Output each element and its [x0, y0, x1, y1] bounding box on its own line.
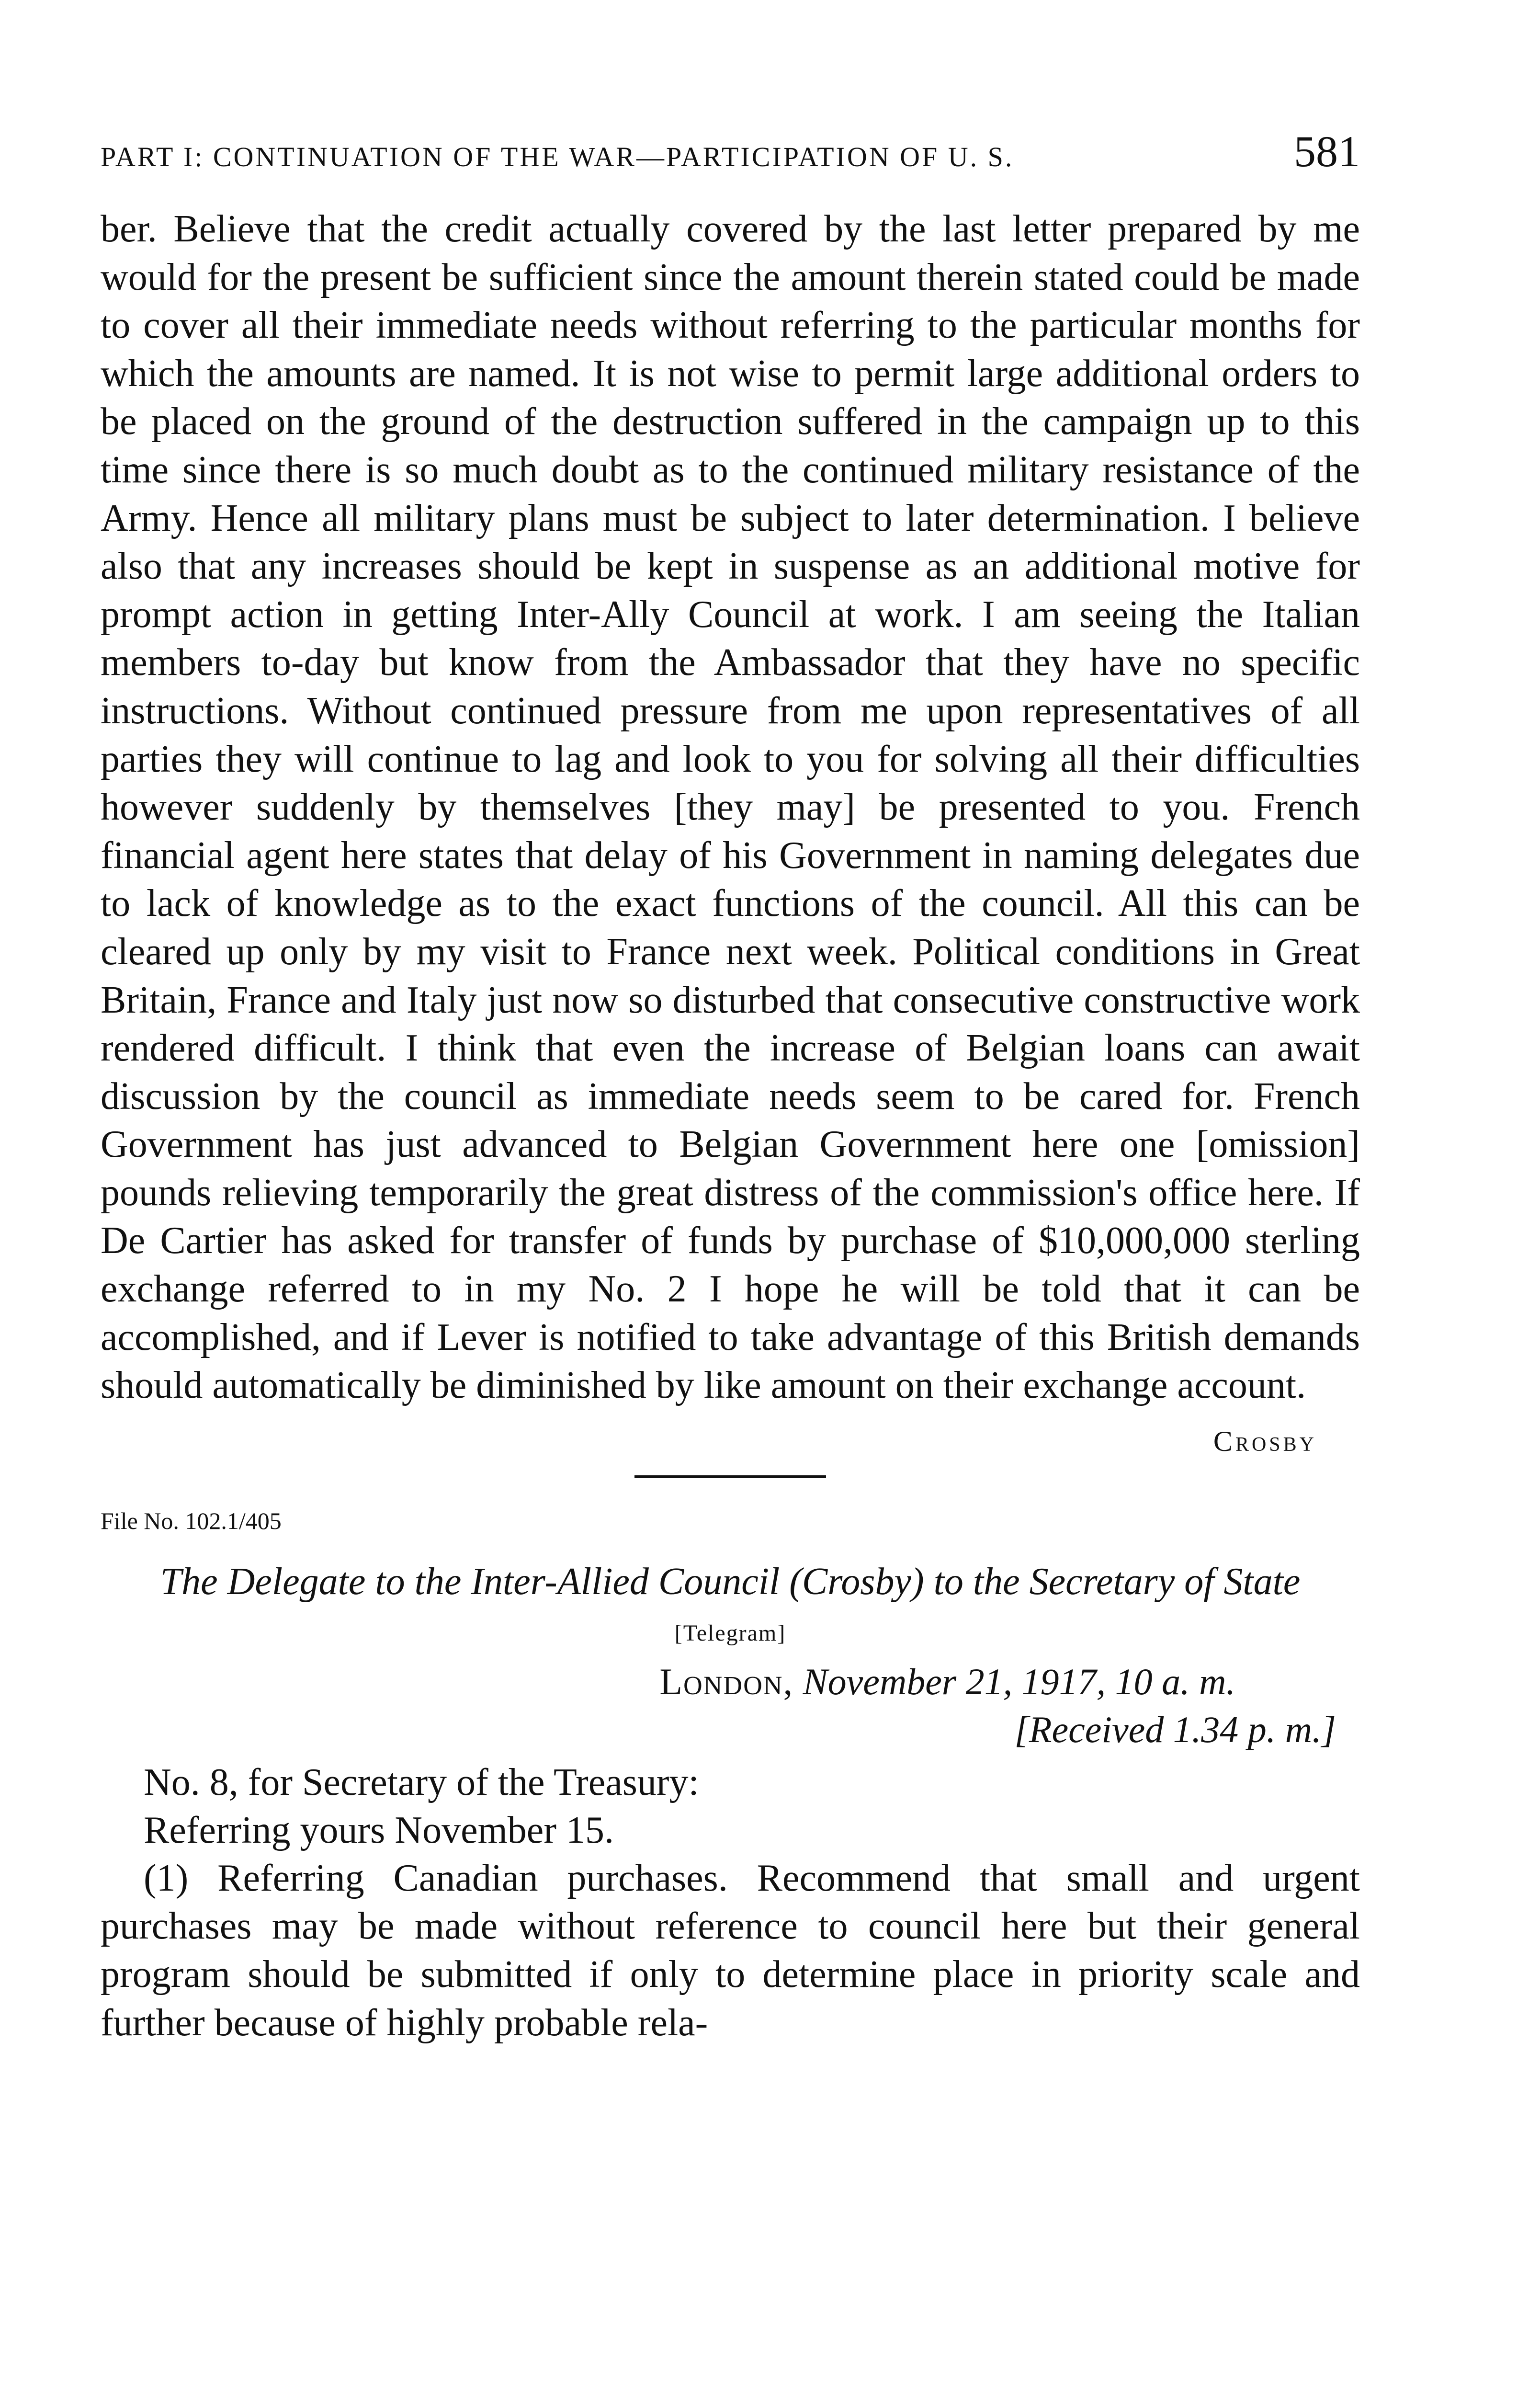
dateline [101, 1658, 1360, 1706]
reference-line: Referring yours November 15. [144, 1809, 614, 1851]
dateline-city: London, [659, 1660, 794, 1702]
running-header [101, 129, 1360, 182]
continued-paragraph: ber. Believe that the credit actually covered by the last letter prepared by me would for the present be sufficient since the amount therein stated could be made to cover all their immediate needs without referring to the particular months for which the amounts are named. It is not wise to permit large additional orders to be placed on the ground of the destruction suffered in the campaign up to this time since there is so much doubt as to the continued military resistance of the Army. Hence all military plans must be subject to later determination. I believe also that any increases should be kept in suspense as an additional motive for prompt action in getting Inter-Ally Council at work. I am seeing the Italian members to-day but know from the Ambassador that they have no specific instructions. Without continued pressure from me upon representatives of all parties they will continue to lag and look to you for solving all their difficulties however suddenly by themselves [they may] be presented to you. French financial agent here states that delay of his Government in naming delegates due to lack of knowledge as to the exact functions of the council. All this can be cleared up only by my visit to France next week. Political conditions in Great Britain, France and Italy just now so disturbed that consecutive constructive work rendered difficult. I think that even the increase of Belgian loans can await discussion by the council as immediate needs seem to be cared for. French Government has just advanced to Belgian Government here one [omission] pounds relieving temporarily the great distress of the commission's office here. If De Cartier has asked for transfer of funds by purchase of $10,000,000 sterling exchange referred to in my No. 2 I hope he will be told that it can be accomplished, and if Lever is notified to take advantage of this British demands should automatically be diminished by like amount on their exchange account. [101, 208, 1360, 1407]
document-page [101, 129, 1360, 2047]
document-heading: The Delegate to the Inter-Allied Council (Crosby) to the Secretary of State [160, 1560, 1301, 1603]
running-title: PART I: CONTINUATION OF THE WAR—PARTICIPATION OF U. S. [101, 141, 1014, 172]
telegram-label: [Telegram] [674, 1620, 786, 1646]
section-divider [634, 1475, 826, 1478]
salutation: No. 8, for Secretary of the Treasury: [144, 1761, 699, 1803]
paragraph-1: (1) Referring Canadian purchases. Recommend that small and urgent purchases may be made without reference to council here but their general program should be submitted if only to determine place in priority scale and further because of highly probable rela- [101, 1857, 1360, 2044]
signature: Crosby [1213, 1425, 1317, 1457]
received-time: [Received 1.34 p. m.] [1014, 1708, 1336, 1750]
dateline-date: November 21, 1917, 10 a. m. [803, 1660, 1235, 1702]
page-number: 581 [1294, 127, 1360, 176]
file-number: File No. 102.1/405 [101, 1507, 282, 1534]
